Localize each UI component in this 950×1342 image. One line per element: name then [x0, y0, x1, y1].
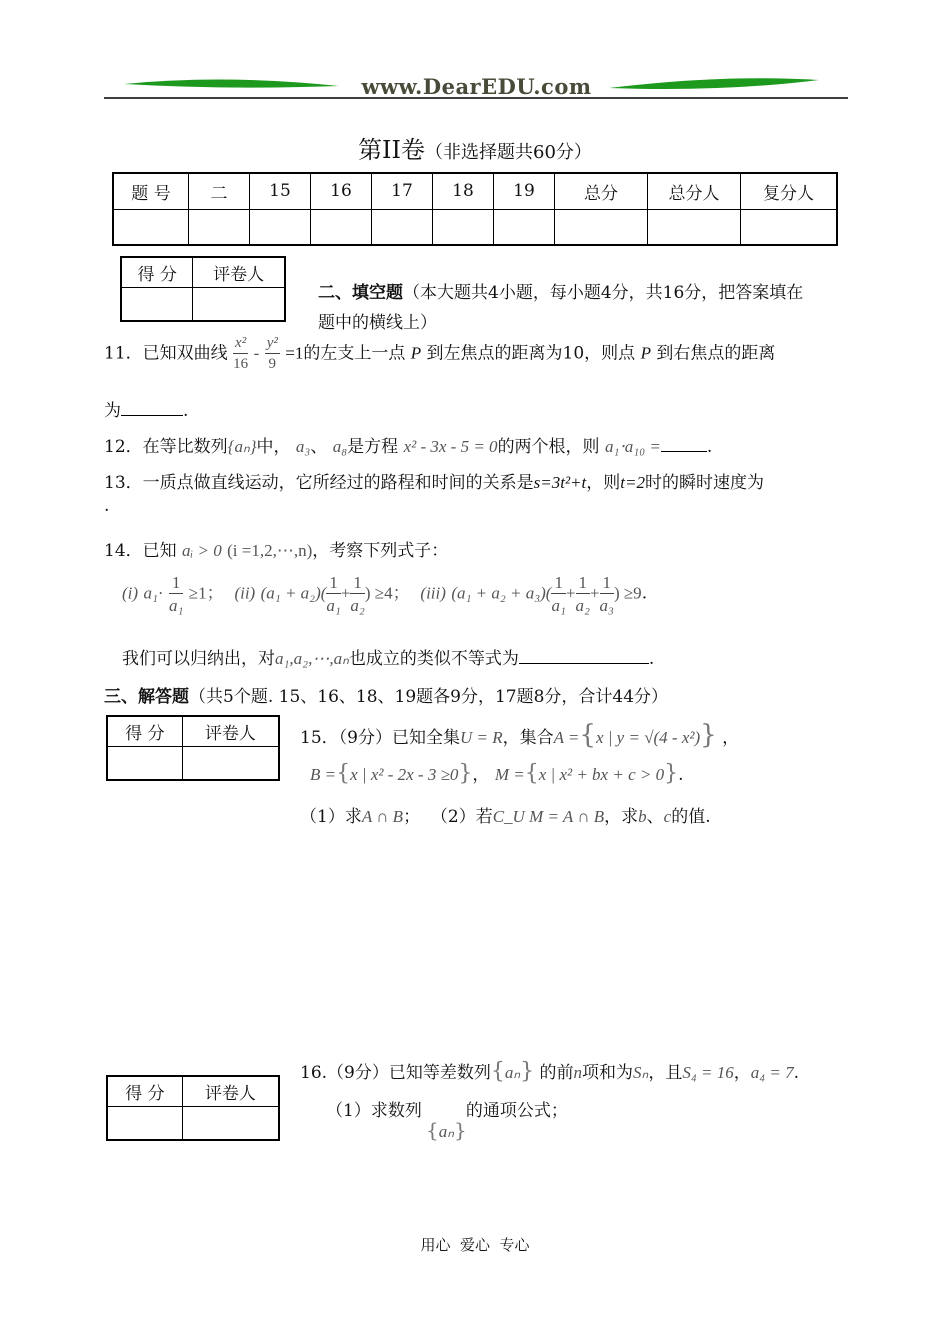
q11-text2: 到左焦点的距离为10，则点: [426, 343, 636, 364]
q15-A-rbrace-icon: }: [700, 720, 717, 750]
q14-ii-frac1-num: 1: [326, 574, 340, 594]
q11-text1: 的左支上一点: [303, 343, 406, 364]
q14-ii-frac2: [350, 574, 364, 614]
grader-name-cell[interactable]: [182, 1106, 279, 1140]
q11-p2: P: [640, 343, 651, 363]
q15-p2end: 的值.: [671, 807, 711, 827]
q16-an: aₙ: [504, 1063, 521, 1082]
score-header: 二: [189, 173, 250, 209]
score-cell[interactable]: [741, 209, 838, 245]
q14-i-frac-num: 1: [169, 574, 183, 594]
q11-text3: 到右焦点的距离: [656, 343, 776, 364]
score-cell[interactable]: [250, 209, 311, 245]
q14-ii-frac1-den: a₁: [326, 596, 341, 615]
q14-iii-frac1-num: 1: [551, 574, 565, 594]
score-cell[interactable]: [555, 209, 648, 245]
section3-title: 三、解答题: [104, 687, 189, 707]
q14-formulas: [122, 574, 647, 614]
q16-text1: 的前: [539, 1063, 574, 1083]
q14-i-a1: a₁: [143, 583, 158, 603]
q11-frac2-den: 9: [268, 356, 277, 372]
grader-name-cell[interactable]: [193, 287, 285, 321]
q14-seqvars: a₁,a₂,⋯,aₙ: [275, 649, 349, 668]
q13-t2: t=2: [620, 473, 645, 492]
q15-Beq: B =: [310, 765, 337, 784]
q15-B-lbrace-icon: {: [336, 761, 351, 786]
q11-frac1-den: 16: [233, 356, 249, 372]
score-cell[interactable]: [648, 209, 741, 245]
grader-name-label: 评卷人: [182, 1076, 279, 1106]
q12-seq: {aₙ}: [227, 437, 257, 456]
q16-p1-rbrace-icon: }: [454, 1118, 467, 1142]
q11-frac1-num: x²: [233, 336, 248, 354]
q16-num: 16.（9分）已知等差数列: [300, 1063, 491, 1083]
q11-minus: -: [253, 343, 260, 363]
q12-prod: a₁⋅a₁₀ =: [604, 437, 661, 456]
q16-seq-lowered: [426, 1118, 467, 1142]
q15-sep: 、: [646, 807, 664, 827]
q16-rbrace-icon: }: [520, 1059, 535, 1084]
q15-p1: （1）求: [300, 807, 362, 827]
score-header: 复分人: [741, 173, 838, 209]
score-header: 总分: [555, 173, 648, 209]
q15-text: ，集合: [502, 728, 554, 748]
q16-text2: 项和为: [582, 1063, 634, 1083]
header-banner: [104, 72, 848, 102]
q14-ii-right: ) ≥4；: [364, 583, 410, 603]
q13-text2: 时的瞬时速度为: [644, 473, 764, 493]
score-cell[interactable]: [372, 209, 433, 245]
q16-Sn: Sₙ: [633, 1063, 649, 1082]
q15-b: b: [638, 807, 647, 826]
score-header: 18: [433, 173, 494, 209]
q14-cond: aᵢ > 0: [182, 541, 222, 560]
q15-B-rbrace-icon: }: [458, 761, 473, 786]
site-logo: www.DearEDU.com: [361, 74, 592, 99]
grader-score-cell[interactable]: [121, 287, 193, 321]
q11-p1: P: [410, 343, 422, 363]
grader-score-cell[interactable]: [107, 1106, 182, 1140]
q11-frac1: [233, 336, 248, 372]
q15-Mset: x | x² + bx + c > 0: [538, 765, 665, 784]
q13-text: ，则: [586, 473, 621, 493]
q15-num: 15．（9分）已知全集: [300, 728, 460, 748]
q15-line2: [310, 760, 684, 786]
question-11: [104, 336, 854, 372]
q14-i-frac-den: a₁: [168, 596, 184, 615]
q11-num: 11．已知双曲线: [104, 343, 228, 364]
score-cell[interactable]: [311, 209, 372, 245]
q12-num: 12．在等比数列: [104, 437, 228, 457]
q14-iii-frac3: [600, 574, 614, 614]
q14-ii-frac2-den: a₂: [350, 596, 365, 615]
page-footer: 用心 爱心 专心: [420, 1236, 530, 1254]
q14-iii-right: ) ≥9: [613, 583, 642, 603]
q16-p1-lbrace-icon: {: [426, 1118, 439, 1142]
q16-text3: ，且: [648, 1063, 683, 1083]
grader-score-cell[interactable]: [107, 746, 182, 780]
score-cell[interactable]: [113, 209, 189, 245]
q14-ii-frac1: [326, 574, 340, 614]
q15-AnB: A ∩ B: [361, 807, 404, 826]
q16-p1: （1）求数列: [326, 1101, 422, 1121]
section2-title: 二、填空题: [318, 283, 403, 303]
q15-Bset: x | x² - 2x - 3 ≥0: [350, 765, 459, 784]
score-header: 19: [494, 173, 555, 209]
q14-iii-label: (iii): [420, 583, 446, 603]
grader-name-cell[interactable]: [182, 746, 279, 780]
q15-A-lbrace-icon: {: [579, 720, 596, 750]
q16-end: .: [793, 1063, 800, 1083]
q14-iii-frac2-den: a₂: [575, 596, 590, 615]
score-cell[interactable]: [189, 209, 250, 245]
q15-Aset: x | y = √(4 - x²): [595, 728, 701, 747]
q15-c: c: [663, 807, 672, 826]
q12-eqn: x² - 3x - 5 = 0: [403, 437, 498, 456]
score-header: 17: [372, 173, 433, 209]
q12-end: .: [706, 437, 713, 457]
q14-iii-frac2: [576, 574, 590, 614]
q14-iii-frac1-den: a₁: [551, 596, 566, 615]
q15-M-lbrace-icon: {: [524, 761, 539, 786]
q14-num: 14．已知: [104, 541, 177, 561]
section2-desc2: 题中的横线上）: [318, 313, 437, 333]
q15-Aeq: A =: [553, 728, 580, 747]
q14-iii-plus2: +: [589, 583, 600, 603]
q14-iii-frac3-den: a₃: [599, 596, 614, 615]
grader-name-label: 评卷人: [193, 257, 285, 287]
q16-a4: a₄ = 7: [750, 1063, 794, 1082]
grader-score-label: 得 分: [107, 716, 182, 746]
q11-line2-text: 为: [104, 401, 121, 421]
q13-num: 13．一质点做直线运动，它所经过的路程和时间的关系是: [104, 473, 534, 493]
page-title: [0, 130, 950, 165]
q15-comma2: ，: [472, 765, 490, 785]
grader-box: [120, 256, 286, 322]
q15-parts: [300, 802, 711, 827]
q15-U: U = R: [459, 728, 503, 747]
question-13: [104, 468, 764, 493]
q14-induce-end: .: [648, 649, 655, 669]
section3-heading: [104, 682, 668, 707]
q15-p2: （2）若: [430, 807, 493, 827]
q13-formula: s=3t²+t: [533, 473, 587, 492]
q11-eq: =1: [285, 343, 304, 363]
score-header: 15: [250, 173, 311, 209]
q15-cond: C_U M = A ∩ B: [492, 807, 605, 826]
grader-name-label: 评卷人: [182, 716, 279, 746]
q11-answer-blank[interactable]: [121, 401, 183, 416]
q14-iii-frac3-num: 1: [600, 574, 614, 594]
q12-a8: a₈: [332, 437, 348, 456]
question-15: [300, 720, 739, 750]
q14-induce-text2: 也成立的类似不等式为: [348, 649, 519, 669]
score-header: 题 号: [113, 173, 189, 209]
question-16: [300, 1058, 799, 1084]
q12-sep: 、: [310, 437, 328, 457]
q15-p2b: ，求: [604, 807, 639, 827]
q14-range: (i =1,2,⋯,n): [227, 541, 313, 560]
q15-Meq: M =: [494, 765, 525, 784]
q14-end: .: [641, 583, 648, 604]
q14-induce: [122, 644, 654, 669]
score-cell[interactable]: [494, 209, 555, 245]
q12-text2: 是方程: [347, 437, 399, 457]
score-header: 16: [311, 173, 372, 209]
q11-end: .: [183, 401, 189, 421]
q14-iii-plus1: +: [565, 583, 576, 603]
question-14: [104, 536, 448, 561]
q15-p1end: ；: [403, 807, 421, 827]
title-main: 第II卷: [358, 136, 426, 164]
q16-lbrace-icon: {: [490, 1059, 505, 1084]
grader-box: [106, 1075, 280, 1141]
q14-ii-plus: +: [340, 583, 351, 603]
q16-p1b: 的通项公式；: [465, 1101, 568, 1121]
q12-text1: 中，: [256, 437, 291, 457]
q14-ii-frac2-num: 1: [350, 574, 364, 594]
q14-ii-left: (a₁ + a₂)(: [260, 583, 327, 603]
q16-p1-an: aₙ: [438, 1122, 455, 1141]
grader-box: [106, 715, 280, 781]
q12-a3: a₃: [295, 437, 311, 456]
q14-text: ，考察下列式子：: [312, 541, 449, 561]
q11-frac2-num: y²: [265, 336, 280, 354]
section3-desc: （共5个题. 15、16、18、19题各9分，17题8分，合计44分）: [189, 687, 669, 707]
section2-heading: [318, 278, 853, 338]
q15-comma: ，: [722, 728, 740, 748]
score-cell[interactable]: [433, 209, 494, 245]
score-header: 总分人: [648, 173, 741, 209]
q12-answer-blank[interactable]: [661, 437, 707, 452]
q14-iii-frac1: [551, 574, 565, 614]
q14-answer-blank[interactable]: [519, 649, 649, 664]
q11-line2: [104, 396, 188, 421]
q12-text3: 的两个根，则: [497, 437, 600, 457]
section2-desc1: （本大题共4小题，每小题4分，共16分，把答案填在: [403, 283, 804, 303]
q13-line2: .: [104, 496, 110, 516]
q16-n: n: [573, 1063, 583, 1082]
q14-i-frac: [169, 574, 183, 614]
q15-M-rbrace-icon: }: [664, 761, 679, 786]
q16-S4: S₄ = 16: [682, 1063, 734, 1082]
score-table: [112, 172, 838, 246]
q15-end: .: [678, 765, 684, 785]
q14-i-label: (i): [122, 583, 139, 603]
q14-iii-left: (a₁ + a₂ + a₃)(: [451, 583, 552, 603]
grader-score-label: 得 分: [107, 1076, 182, 1106]
q14-i-ge: ≥1；: [188, 583, 224, 603]
q11-frac2: [265, 336, 280, 372]
q14-induce-text: 我们可以归纳出，对: [122, 649, 275, 669]
question-12: [104, 432, 712, 457]
grader-score-label: 得 分: [121, 257, 193, 287]
q14-iii-frac2-num: 1: [576, 574, 590, 594]
q14-i-dot: ·: [157, 583, 164, 603]
q14-ii-label: (ii): [234, 583, 256, 603]
q16-comma: ，: [733, 1063, 751, 1083]
title-sub: （非选择题共60分）: [425, 142, 592, 163]
